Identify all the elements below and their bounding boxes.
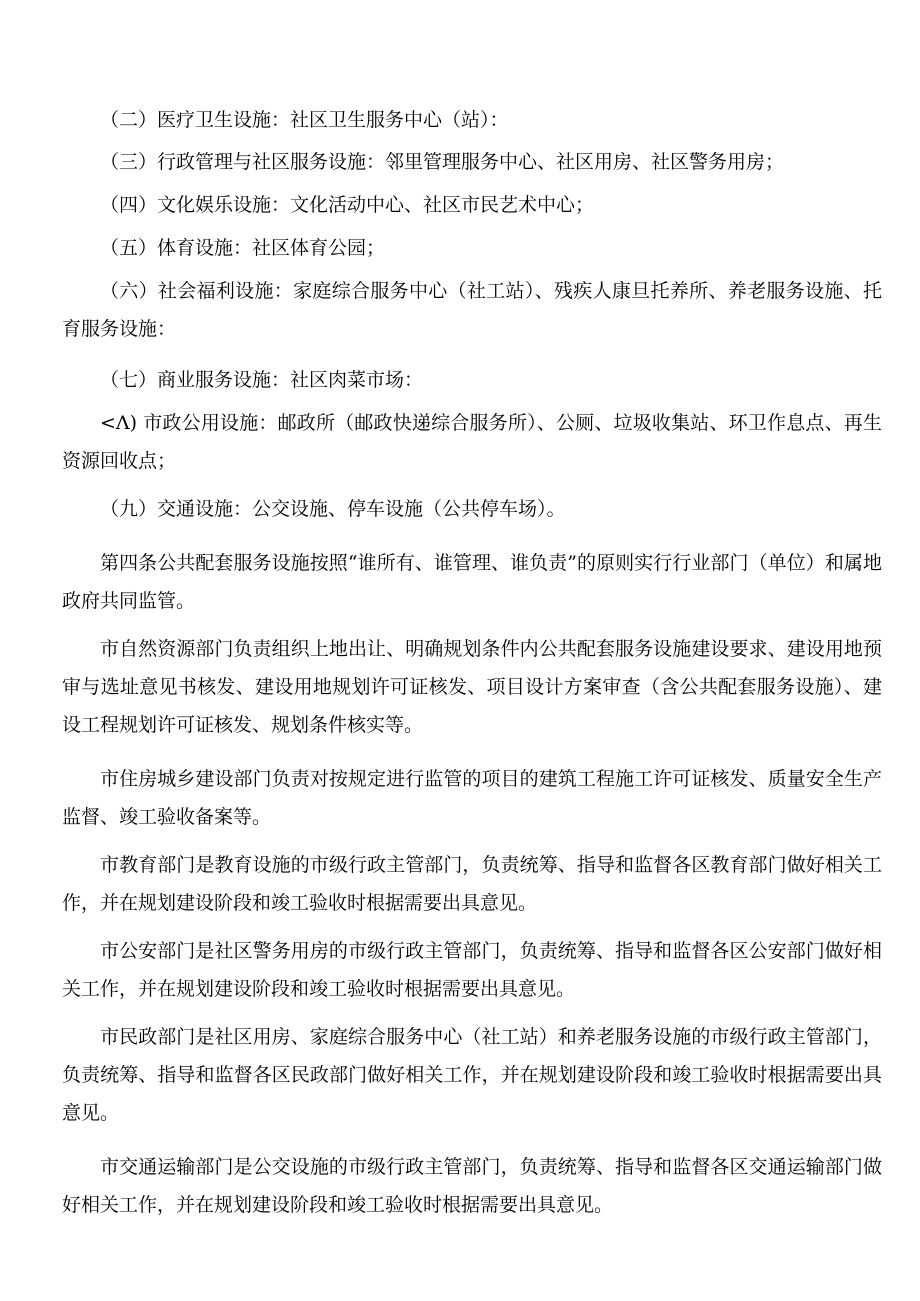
paragraph-commercial-facilities: （七）商业服务设施：社区肉菜市场：	[100, 369, 424, 391]
paragraph-housing-dept: 市住房城乡建设部门负责对按规定进行监管的项目的建筑工程施工许可证核发、质量安全生产监督、竣工验收备案等。	[62, 768, 882, 828]
paragraph-welfare-facilities: （六）社会福利设施：家庭综合服务中心（社工站）、残疾人康旦托养所、养老服务设施、托育服务设施：	[62, 280, 882, 340]
paragraph-transport-facilities: （九）交通设施：公交设施、停车设施（公共停车场）。	[100, 498, 566, 520]
paragraph-education-dept: 市教育部门是教育设施的市级行政主管部门，负责统筹、指导和监督各区教育部门做好相关工作，并在规划建设阶段和竣工验收时根据需要出具意见。	[62, 854, 882, 914]
paragraph-natural-resources-dept: 市自然资源部门负责组织上地出让、明确规划条件内公共配套服务设施建设要求、建设用地预审与选址意见书核发、建设用地规划许可证核发、项目设计方案审查（含公共配套服务设施）、建设工程规划许可证核发、规划条件核实等。	[62, 638, 882, 736]
paragraph-public-security-dept: 市公安部门是社区警务用房的市级行政主管部门，负责统筹、指导和监督各区公安部门做好相关工作，并在规划建设阶段和竣工验收时根据需要出具意见。	[62, 940, 882, 1000]
paragraph-administration-facilities: （三）行政管理与社区服务设施：邻里管理服务中心、社区用房、社区警务用房；	[100, 151, 785, 173]
paragraph-civil-affairs-dept: 市民政部门是社区用房、家庭综合服务中心（社工站）和养老服务设施的市级行政主管部门，负责统筹、指导和监督各区民政部门做好相关工作，并在规划建设阶段和竣工验收时根据需要出具意见。	[62, 1026, 882, 1124]
paragraph-article-four: 第四条公共配套服务设施按照“谁所有、谁管理、谁负责”的原则实行行业部门（单位）和属地政府共同监管。	[62, 552, 882, 612]
paragraph-municipal-facilities: <Λ) 市政公用设施：邮政所（邮政快递综合服务所）、公厕、垃圾收集站、环卫作息点、再生资源回收点；	[62, 412, 882, 472]
paragraph-medical-facilities: （二）医疗卫生设施：社区卫生服务中心（站）：	[100, 109, 509, 131]
paragraph-sports-facilities: （五）体育设施：社区体育公园；	[100, 237, 386, 259]
paragraph-transport-dept: 市交通运输部门是公交设施的市级行政主管部门，负责统筹、指导和监督各区交通运输部门做好相关工作，并在规划建设阶段和竣工验收时根据需要出具意见。	[62, 1156, 882, 1216]
paragraph-culture-facilities: （四）文化娱乐设施：文化活动中心、社区市民艺术中心；	[100, 194, 595, 216]
